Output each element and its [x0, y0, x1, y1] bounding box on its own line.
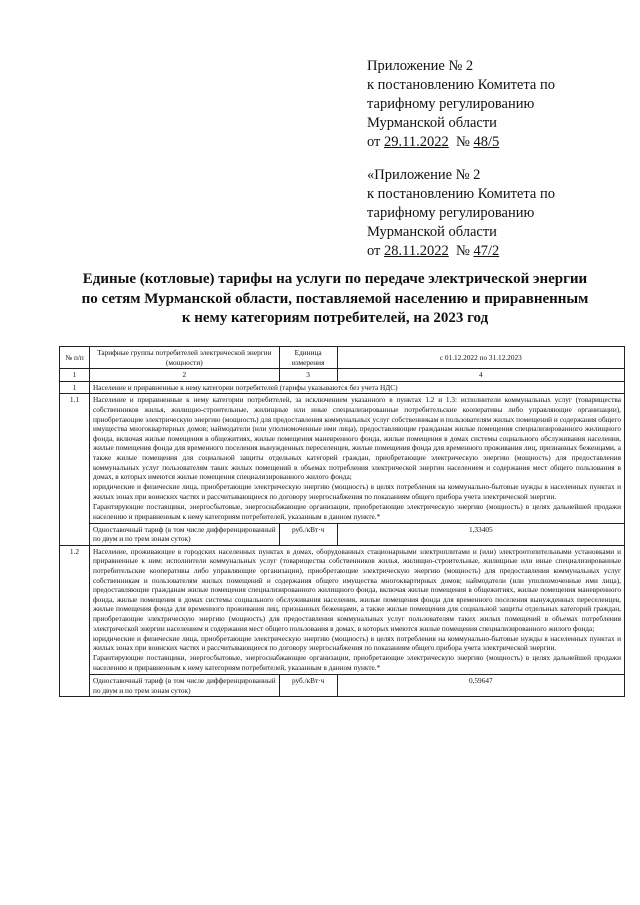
appendix-header-original — [367, 166, 555, 261]
tariff-label: Одноставочный тариф (в том числе дифференцированный по двум и по трем зонам суток) — [89, 523, 279, 545]
appendix-date-line: от 29.11.2022 № 48/5 — [367, 134, 500, 150]
section-title: Население и приравненные к нему категории потребителей (тарифы указываются без учета НДС) — [89, 381, 624, 394]
tariff-unit: руб./кВт·ч — [279, 675, 337, 697]
appendix-ref-line: к постановлению Комитета по — [367, 186, 555, 202]
appendix-ref-line: тарифному регулированию — [367, 205, 535, 221]
decree-number: 48/5 — [473, 134, 500, 150]
tariff-row — [60, 523, 625, 545]
col-header-group: Тарифные группы потребителей электрической энергии (мощности) — [89, 347, 279, 369]
row-description: Население, проживающее в городских населенных пунктах в домах, оборудованных стационарными электроплитами и (или) электроотопительными установками и приравненные к ним: исполнители коммунальных услуг (товарищества собственников жилья, жилищно-строительные, жилищные или иные специализированные потребительские кооперативы либо управляющие организации), приобретающие электрическую энергию (мощность) для предоставления коммунальных услуг собственникам и пользователям жилых помещений и содержания общего имущества многоквартирных домов; наймодатели (или уполномоченные ими лица), предоставляющие гражданам жилые помещения специализированного жилищного фонда, включая жилые помещения в общежитиях, жилые помещения маневренного фонда, жилые помещения в домах системы социального обслуживания населения, жилые помещения фонда для временного поселения вынужденных переселенцев, жилые помещения фонда для временного проживания лиц, признанных беженцами, а также жилые помещения для социальной защиты отдельных категорий граждан, приобретающие электрическую энергию (мощность) для предоставления коммунальных услуг пользователям таких жилых помещений в объемах потребления электрической энергии населением и содержания мест общего пользования в домах, в которых имеются жилые помещения специализированного жилого фонда; юридические и физические лица, приобретающие электрическую энергию (мощность) в целях потребления на коммунально-бытовые нужды в населенных пунктах и жилых зонах при воинских частях и рассчитывающиеся по договору энергоснабжения по показаниям общего прибора учета электрической энергии. Гарантирующие поставщики, энергосбытовые, энергоснабжающие организации, приобретающие электрическую энергию (мощность) в целях дальнейшей продажи населению и приравненным к нему категориям потребителей, указанным в данном пункте.* — [89, 545, 624, 674]
tariff-label: Одноставочный тариф (в том числе дифференцированный по двум и по трем зонам суток) — [89, 675, 279, 697]
row-number: 1.1 — [60, 394, 90, 545]
column-number-row: 1 2 3 4 — [60, 369, 625, 382]
col-header-num: № п/п — [60, 347, 90, 369]
appendix-ref-line: к постановлению Комитета по — [367, 77, 555, 93]
tariff-unit: руб./кВт·ч — [279, 523, 337, 545]
tariff-value: 1,33405 — [337, 523, 624, 545]
appendix-title: Приложение № 2 — [367, 58, 474, 74]
appendix-header-current — [367, 57, 555, 152]
appendix-ref-line: тарифному регулированию — [367, 96, 535, 112]
decree-date: 29.11.2022 — [384, 134, 449, 150]
appendix-date-line: от 28.11.2022 № 47/2 — [367, 243, 500, 259]
appendix-ref-line: Мурманской области — [367, 224, 497, 240]
col-header-period: с 01.12.2022 по 31.12.2023 — [337, 347, 624, 369]
decree-number: 47/2 — [473, 243, 500, 259]
col-header-unit: Единица измерения — [279, 347, 337, 369]
row-description: Население и приравненные к нему категории потребителей, за исключением указанного в пунктах 1.2 и 1.3: исполнители коммунальных услуг (товарищества собственников жилья, жилищно-строительные, жилищные или иные специализированные потребительские кооперативы либо управляющие организации), приобретающие электрическую энергию (мощность) для предоставления коммунальных услуг собственникам и пользователям жилых помещений и содержания общего имущества многоквартирных домов; наймодатели (или уполномоченные ими лица), предоставляющие гражданам жилые помещения специализированного жилищного фонда, включая жилые помещения в общежитиях, жилые помещения маневренного фонда, жилые помещения в домах системы социального обслуживания населения, жилые помещения фонда для временного поселения вынужденных переселенцев, жилые помещения фонда для временного проживания лиц, признанных беженцами, а также жилые помещения для социальной защиты отдельных категорий граждан, приобретающие электрическую энергию (мощность) для предоставления коммунальных услуг пользователям таких жилых помещений в объемах потребления электрической энергии населением и содержания мест общего пользования в домах, в которых имеются жилые помещения специализированного жилого фонда; юридические и физические лица, приобретающие электрическую энергию (мощность) в целях потребления на коммунально-бытовые нужды в населенных пунктах и жилых зонах при воинских частях и рассчитывающиеся по договору энергоснабжения по показаниям общего прибора учета электрической энергии. Гарантирующие поставщики, энергосбытовые, энергоснабжающие организации, приобретающие электрическую энергию (мощность) в целях дальнейшей продажи населению и приравненным к нему категориям потребителей, указанным в данном пункте.* — [89, 394, 624, 523]
appendix-ref-line: Мурманской области — [367, 115, 497, 131]
tariff-value: 0,59647 — [337, 675, 624, 697]
table-row — [60, 545, 625, 674]
document-title: Единые (котловые) тарифы на услуги по передаче электрической энергии по сетям Мурманской области, поставляемой населению и приравненным к нему категориям потребителей, на 2023 год — [81, 271, 589, 326]
tariff-row — [60, 675, 625, 697]
decree-date: 28.11.2022 — [384, 243, 449, 259]
row-number: 1.2 — [60, 545, 90, 696]
table-header-row — [60, 347, 625, 369]
section-row: 1 Население и приравненные к нему категории потребителей (тарифы указываются без учета НДС) — [60, 381, 625, 394]
table-row — [60, 394, 625, 523]
appendix-title: «Приложение № 2 — [367, 167, 481, 183]
tariff-table — [59, 346, 625, 697]
